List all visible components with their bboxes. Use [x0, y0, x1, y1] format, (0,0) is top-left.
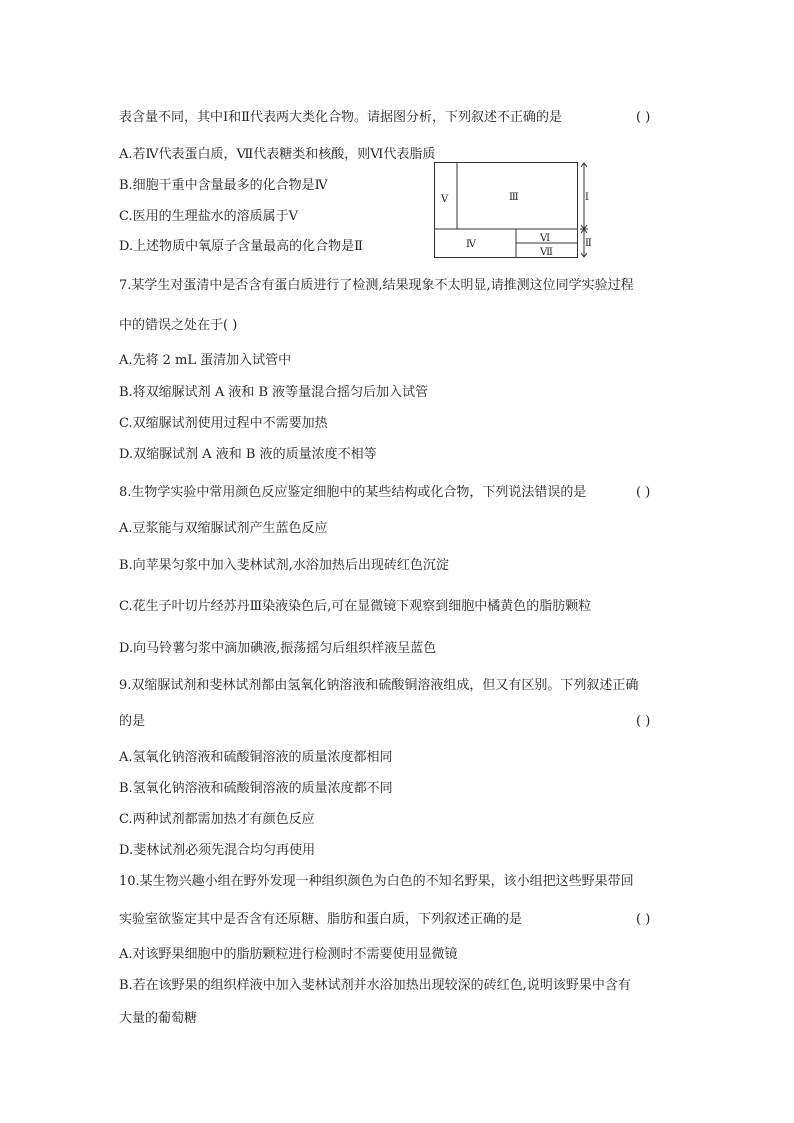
q7-option-c: C.双缩脲试剂使用过程中不需要加热 — [119, 416, 328, 431]
q9-answer-paren: ( ) — [636, 714, 651, 729]
q6-option-d: D.上述物质中氧原子含量最高的化合物是Ⅱ — [119, 239, 363, 254]
q7-stem-line1: 7.某学生对蛋清中是否含有蛋白质进行了检测,结果现象不太明显,请推测这位同学实验过程 — [119, 278, 634, 293]
q9-stem-line1: 9.双缩脲试剂和斐林试剂都由氢氧化钠溶液和硫酸铜溶液组成，但又有区别。下列叙述正确 — [119, 678, 639, 693]
q6-answer-paren: ( ) — [636, 110, 651, 125]
q6-option-a: A.若Ⅳ代表蛋白质，Ⅶ代表糖类和核酸，则Ⅵ代表脂质 — [119, 147, 436, 162]
compound-content-diagram — [434, 162, 594, 262]
label-vii: Ⅶ — [540, 247, 553, 258]
q6-stem: 表含量不同，其中Ⅰ和Ⅱ代表两大类化合物。请据图分析，下列叙述不正确的是 — [119, 110, 562, 125]
q7-stem-line2: 中的错误之处在于( ) — [119, 318, 238, 333]
q9-option-b: B.氢氧化钠溶液和硫酸铜溶液的质量浓度都不同 — [119, 781, 393, 796]
q7-option-a: A.先将 2 mL 蛋清加入试管中 — [119, 353, 292, 368]
q7-option-d: D.双缩脲试剂 A 液和 B 液的质量浓度不相等 — [119, 447, 377, 462]
label-iii: Ⅲ — [509, 192, 519, 203]
label-ii: Ⅱ — [585, 238, 592, 249]
q8-option-d: D.向马铃薯匀浆中滴加碘液,振荡摇匀后组织样液呈蓝色 — [119, 641, 437, 656]
label-vi: Ⅵ — [540, 233, 551, 244]
q8-stem: 8.生物学实验中常用颜色反应鉴定细胞中的某些结构或化合物，下列说法错误的是 — [119, 485, 587, 500]
q8-option-b: B.向苹果匀浆中加入斐林试剂,水浴加热后出现砖红色沉淀 — [119, 558, 449, 573]
q10-stem-line2: 实验室欲鉴定其中是否含有还原糖、脂肪和蛋白质，下列叙述正确的是 — [119, 912, 523, 927]
q9-option-c: C.两种试剂都需加热才有颜色反应 — [119, 812, 315, 827]
q7-option-b: B.将双缩脲试剂 A 液和 B 液等量混合摇匀后加入试管 — [119, 385, 429, 400]
q8-answer-paren: ( ) — [636, 485, 651, 500]
q10-option-a: A.对该野果细胞中的脂肪颗粒进行检测时不需要使用显微镜 — [119, 947, 458, 962]
label-iv: Ⅳ — [466, 239, 476, 250]
q8-option-a: A.豆浆能与双缩脲试剂产生蓝色反应 — [119, 521, 328, 536]
q9-option-d: D.斐林试剂必须先混合均匀再使用 — [119, 843, 316, 858]
q9-option-a: A.氢氧化钠溶液和硫酸铜溶液的质量浓度都相同 — [119, 750, 393, 765]
q8-option-c: C.花生子叶切片经苏丹Ⅲ染液染色后,可在显微镜下观察到细胞中橘黄色的脂肪颗粒 — [119, 599, 592, 614]
q10-answer-paren: ( ) — [636, 912, 651, 927]
label-i: Ⅰ — [585, 192, 589, 203]
q6-option-c: C.医用的生理盐水的溶质属于Ⅴ — [119, 209, 299, 224]
q6-option-b: B.细胞干重中含量最多的化合物是Ⅳ — [119, 178, 328, 193]
label-v: Ⅴ — [441, 194, 449, 205]
q9-stem-line2: 的是 — [119, 714, 146, 729]
q10-stem-line1: 10.某生物兴趣小组在野外发现一种组织颜色为白色的不知名野果，该小组把这些野果带回 — [119, 874, 634, 889]
q10-option-b-line2: 大量的葡萄糖 — [119, 1011, 198, 1026]
q10-option-b-line1: B.若在该野果的组织样液中加入斐林试剂并水浴加热出现较深的砖红色,说明该野果中含有 — [119, 978, 631, 993]
